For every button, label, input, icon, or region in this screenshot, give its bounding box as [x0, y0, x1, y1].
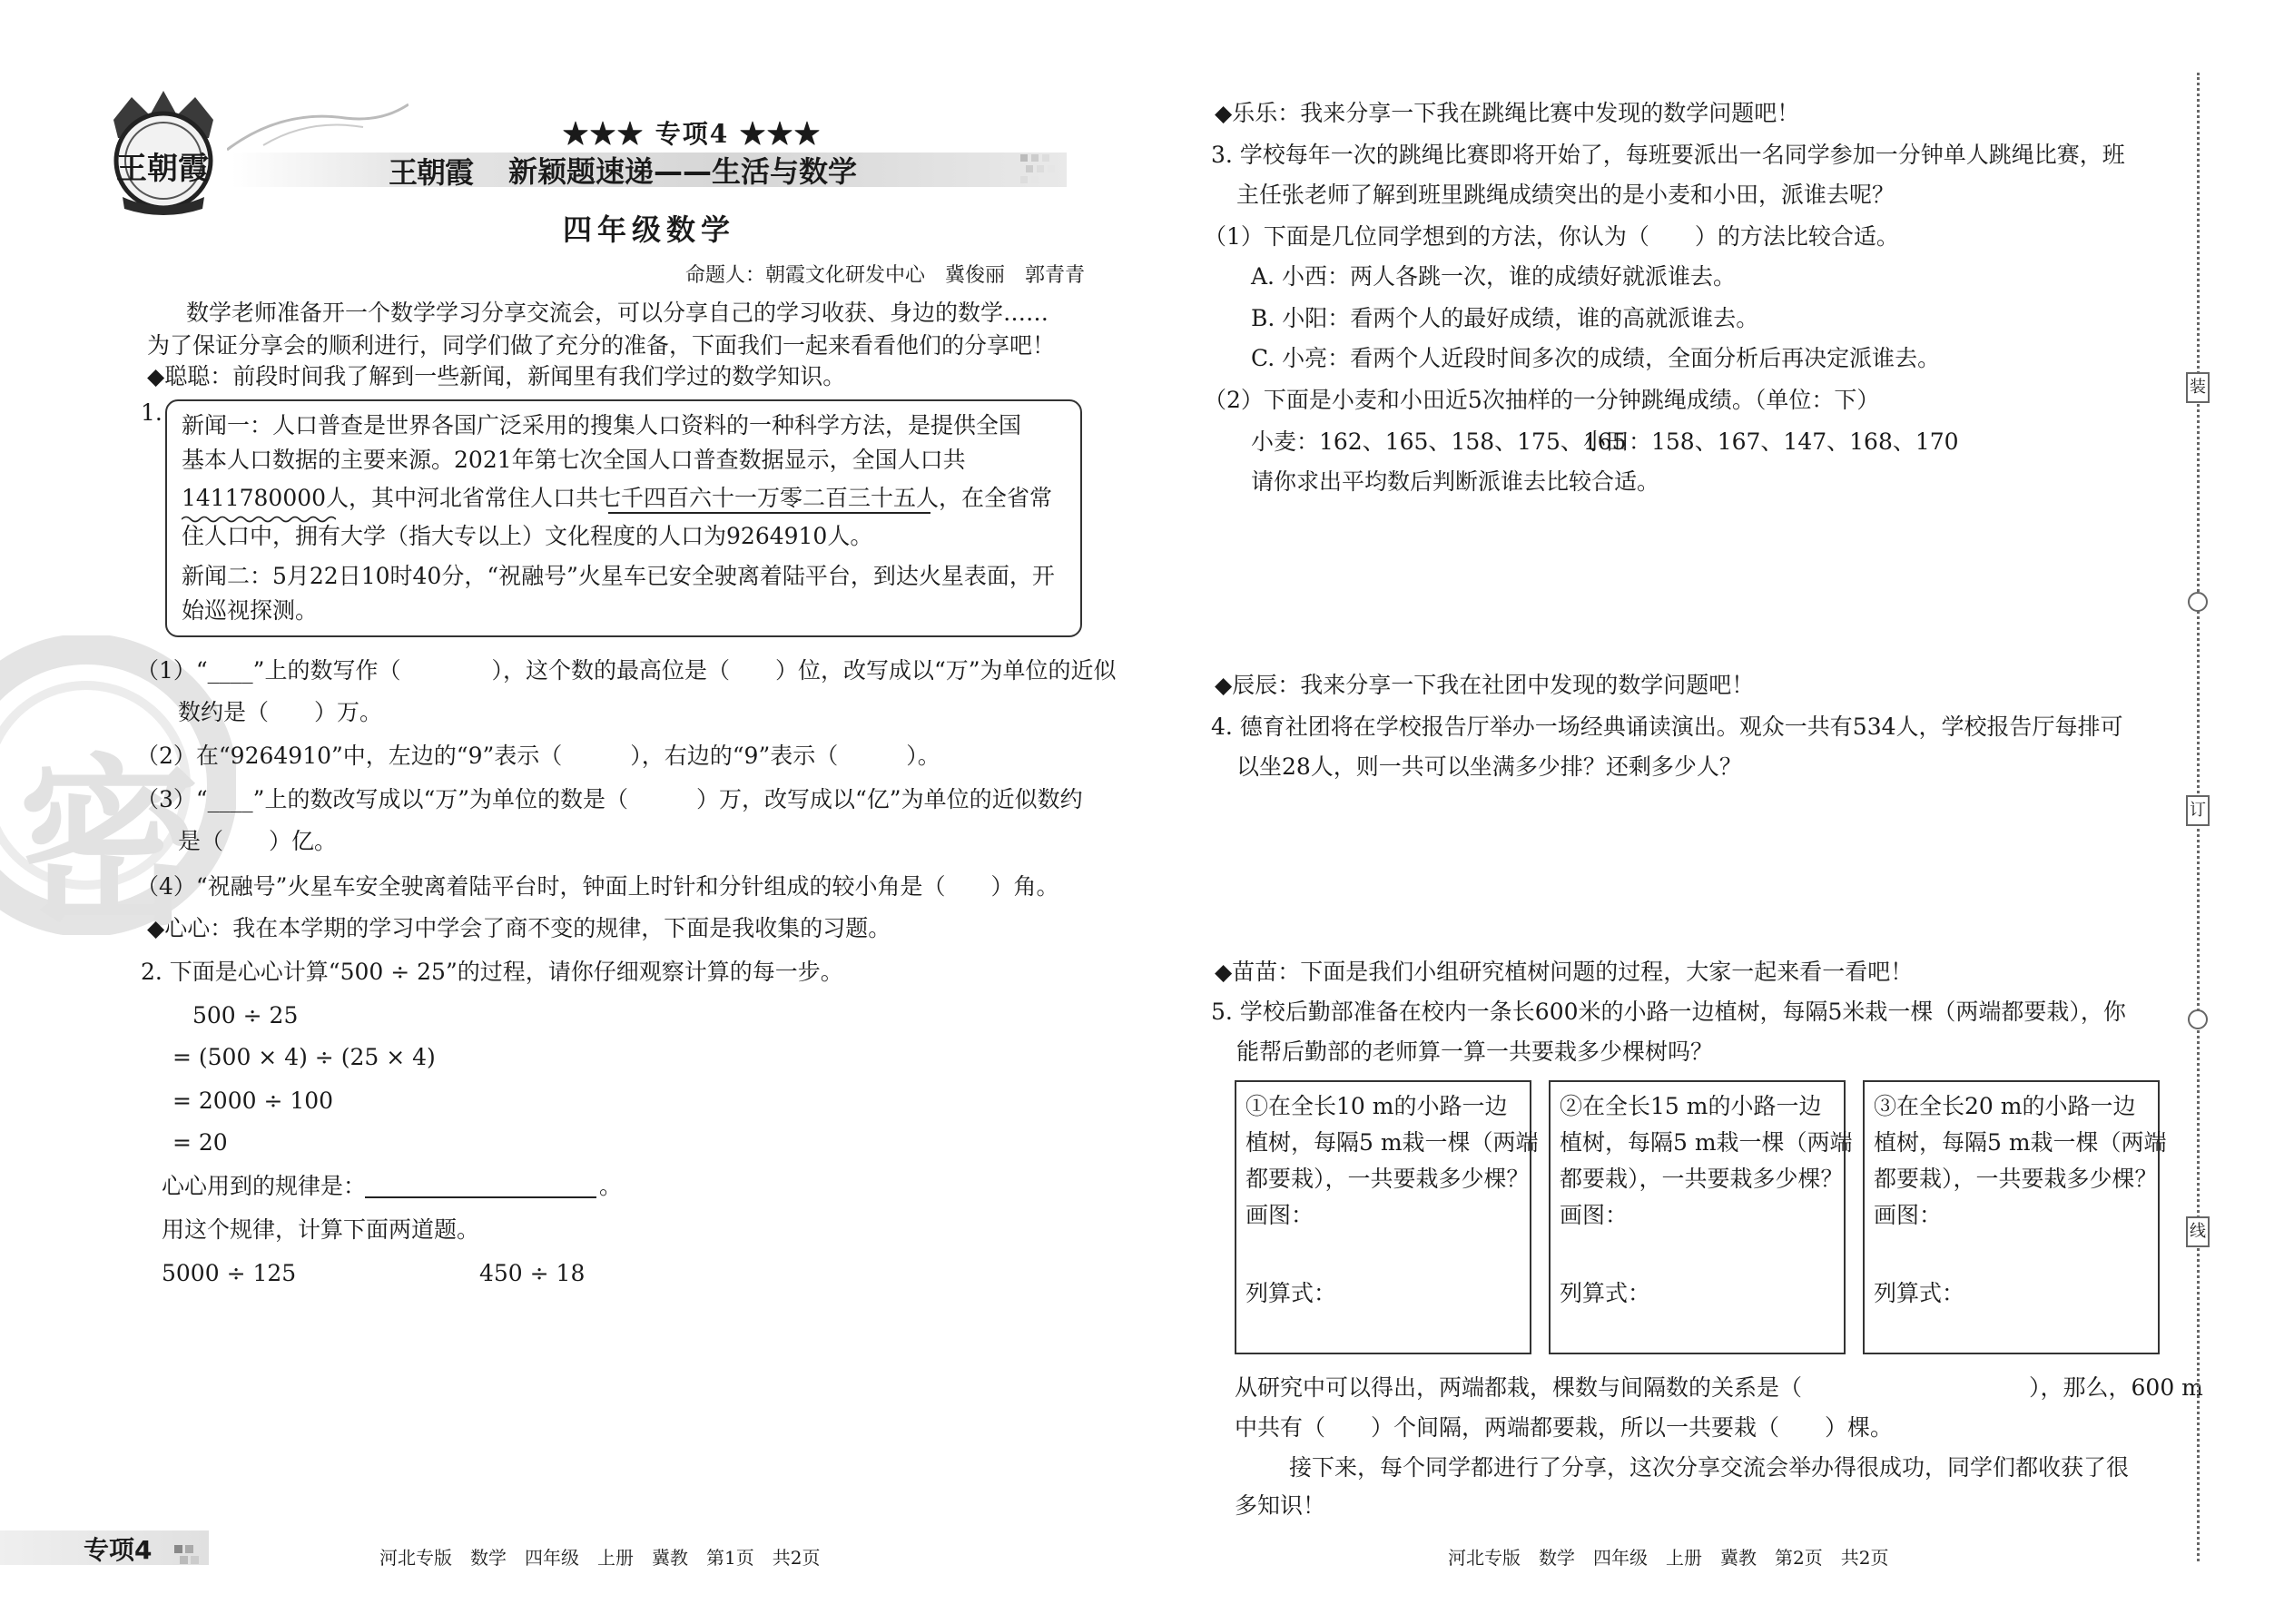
- q1-sub-3-cont: 是（ ）亿。: [178, 828, 338, 854]
- box3-line-1: ③在全长20 m的小路一边: [1874, 1093, 2136, 1119]
- q3-line-2: 主任张老师了解到班里跳绳成绩突出的是小麦和小田，派谁去呢？: [1236, 182, 1895, 208]
- q3-sub-1: （1）下面是几位同学想到的方法，你认为（ ）的方法比较合适。: [1204, 223, 1899, 250]
- q1-sub-3: （3）“____”上的数改写成以“万”为单位的数是（ ）万，改写成以“亿”为单位的近似数约: [136, 786, 1083, 812]
- option-c: C. 小亮：看两个人近段时间多次的成绩，全面分析后再决定派谁去。: [1251, 345, 1941, 371]
- box1-formula-label: 列算式：: [1245, 1280, 1337, 1306]
- q4-line-1: 4. 德育社团将在学校报告厅举办一场经典诵读演出。观众一共有534人，学校报告厅每排可: [1211, 714, 2123, 740]
- xinxin-intro: ◆心心：我在本学期的学习中学会了商不变的规律，下面是我收集的习题。: [147, 915, 891, 941]
- step-4: = 20: [172, 1129, 228, 1156]
- q3-sub-2: （2）下面是小麦和小田近5次抽样的一分钟跳绳成绩。（单位：下）: [1204, 387, 1880, 413]
- news-line-3: 1411780000人，其中河北省常住人口共七千四百六十一万零二百三十五人，在全省常: [182, 485, 1053, 511]
- news-line-1: 新闻一：人口普查是世界各国广泛采用的搜集人口资料的一种科学方法，是提供全国: [182, 412, 1022, 438]
- margin-mark-3: 线: [2186, 1216, 2210, 1247]
- box3-formula-label: 列算式：: [1874, 1280, 1965, 1306]
- box2-line-2: 植树，每隔5 m栽一棵（两端: [1560, 1129, 1853, 1156]
- footer-page-1: 河北专版 数学 四年级 上册 冀教 第1页 共2页: [379, 1547, 821, 1569]
- rule-answer-blank[interactable]: [365, 1196, 596, 1198]
- congcong-intro: ◆聪聪：前段时间我了解到一些新闻，新闻里有我们学过的数学知识。: [147, 363, 846, 389]
- apply-instruction: 用这个规律，计算下面两道题。: [162, 1216, 480, 1243]
- box1-line-3: 都要栽），一共要栽多少棵？: [1245, 1166, 1530, 1192]
- conclusion-line-2: 中共有（ ）个间隔，两端都要栽，所以一共要栽（ ）棵。: [1235, 1414, 1894, 1441]
- miaomiao-intro: ◆苗苗：下面是我们小组研究植树问题的过程，大家一起来看一看吧！: [1215, 959, 1914, 985]
- margin-mark-1: 装: [2186, 372, 2210, 403]
- series-badge: ★★★ 专项4 ★★★: [563, 119, 822, 149]
- q1-sub-2: （2）在“9264910”中，左边的“9”表示（ ），右边的“9”表示（ ）。: [136, 743, 940, 769]
- watermark-text: 密: [18, 739, 201, 950]
- margin-circle-2: [2188, 1009, 2208, 1029]
- box1-line-1: ①在全长10 m的小路一边: [1245, 1093, 1508, 1119]
- step-1: 500 ÷ 25: [192, 1002, 299, 1029]
- ending-line-2: 多知识！: [1235, 1492, 1326, 1519]
- xiaomai-scores: 小麦：162、165、158、175、165: [1251, 428, 1627, 455]
- box3-draw-label: 画图：: [1874, 1202, 1943, 1228]
- chenchen-intro: ◆辰辰：我来分享一下我在社团中发现的数学问题吧！: [1215, 672, 1755, 698]
- margin-circle-1: [2188, 592, 2208, 612]
- grade-title: 四年级数学: [563, 212, 736, 247]
- q3-line-1: 3. 学校每年一次的跳绳比赛即将开始了，每班要派出一名同学参加一分钟单人跳绳比赛，班: [1211, 142, 2125, 168]
- q1-sub-4: （4）“祝融号”火星车安全驶离着陆平台时，钟面上时针和分针组成的较小角是（ ）角。: [136, 873, 1059, 900]
- box2-line-1: ②在全长15 m的小路一边: [1560, 1093, 1822, 1119]
- footer-squares: [174, 1545, 207, 1570]
- box1-draw-label: 画图：: [1245, 1202, 1314, 1228]
- margin-mark-2: 订: [2186, 795, 2210, 826]
- lele-intro: ◆乐乐：我来分享一下我在跳绳比赛中发现的数学问题吧！: [1215, 100, 1800, 126]
- brand-name: 王朝霞: [389, 155, 474, 190]
- box2-line-3: 都要栽），一共要栽多少棵？: [1560, 1166, 1844, 1192]
- q3-ask: 请你求出平均数后判断派谁去比较合适。: [1251, 468, 1660, 495]
- question-1-number: 1.: [141, 399, 162, 426]
- option-a: A. 小西：两人各跳一次，谁的成绩好就派谁去。: [1251, 263, 1736, 290]
- calc-a: 5000 ÷ 125: [162, 1260, 297, 1286]
- q5-line-1: 5. 学校后勤部准备在校内一条长600米的小路一边植树，每隔5米栽一棵（两端都要栽），你: [1211, 999, 2126, 1025]
- box2-formula-label: 列算式：: [1560, 1280, 1651, 1306]
- rule-label: 心心用到的规律是：: [162, 1173, 367, 1199]
- news-line-4: 住人口中，拥有大学（指大专以上）文化程度的人口为9264910人。: [182, 523, 873, 549]
- news-line-2: 基本人口数据的主要来源。2021年第七次全国人口普查数据显示，全国人口共: [182, 447, 966, 473]
- intro-line-1: 数学老师准备开一个数学学习分享交流会，可以分享自己的学习收获、身边的数学……: [186, 300, 1049, 326]
- series-title: 新颖题速递——生活与数学: [508, 154, 858, 189]
- option-b: B. 小阳：看两个人的最好成绩，谁的高就派谁去。: [1251, 305, 1759, 331]
- news-line-6: 始巡视探测。: [182, 597, 319, 624]
- q1-sub-1-cont: 数约是（ ）万。: [178, 699, 383, 725]
- question-2: 2. 下面是心心计算“500 ÷ 25”的过程，请你仔细观察计算的每一步。: [141, 959, 843, 985]
- footer-tab-label: 专项4: [84, 1535, 153, 1565]
- news-line-5: 新闻二：5月22日10时40分，“祝融号”火星车已安全驶离着陆平台，到达火星表面，开: [182, 563, 1055, 589]
- ribbon-decoration: [227, 100, 409, 158]
- xiaotian-scores: 小田：158、167、147、168、170: [1583, 428, 1959, 455]
- q5-line-2: 能帮后勤部的老师算一算一共要栽多少棵树吗？: [1236, 1038, 1714, 1065]
- q1-sub-1: （1）“____”上的数写作（ ），这个数的最高位是（ ）位，改写成以“万”为单位的近似: [136, 657, 1117, 684]
- step-2: = (500 × 4) ÷ (25 × 4): [172, 1044, 436, 1070]
- box2-draw-label: 画图：: [1560, 1202, 1629, 1228]
- conclusion-line-1: 从研究中可以得出，两端都栽，棵数与间隔数的关系是（ ），那么，600 m: [1235, 1374, 2203, 1401]
- ending-line-1: 接下来，每个同学都进行了分享，这次分享交流会举办得很成功，同学们都收获了很: [1289, 1454, 2130, 1481]
- logo-text: 王朝霞: [116, 151, 209, 187]
- box3-line-3: 都要栽），一共要栽多少棵？: [1874, 1166, 2158, 1192]
- author-line: 命题人：朝霞文化研发中心 冀俊丽 郭青青: [685, 264, 1086, 287]
- box1-line-2: 植树，每隔5 m栽一棵（两端: [1245, 1129, 1539, 1156]
- q4-line-2: 以坐28人，则一共可以坐满多少排？还剩多少人？: [1236, 753, 1742, 780]
- rule-end: 。: [599, 1173, 623, 1199]
- straight-underline: [608, 512, 930, 514]
- step-3: = 2000 ÷ 100: [172, 1088, 334, 1114]
- banner-pattern: [1017, 147, 1071, 192]
- box3-line-2: 植树，每隔5 m栽一棵（两端: [1874, 1129, 2167, 1156]
- intro-line-2: 为了保证分享会的顺利进行，同学们做了充分的准备，下面我们一起来看看他们的分享吧！: [147, 332, 1056, 359]
- footer-page-2: 河北专版 数学 四年级 上册 冀教 第2页 共2页: [1448, 1547, 1889, 1569]
- calc-b: 450 ÷ 18: [479, 1260, 586, 1286]
